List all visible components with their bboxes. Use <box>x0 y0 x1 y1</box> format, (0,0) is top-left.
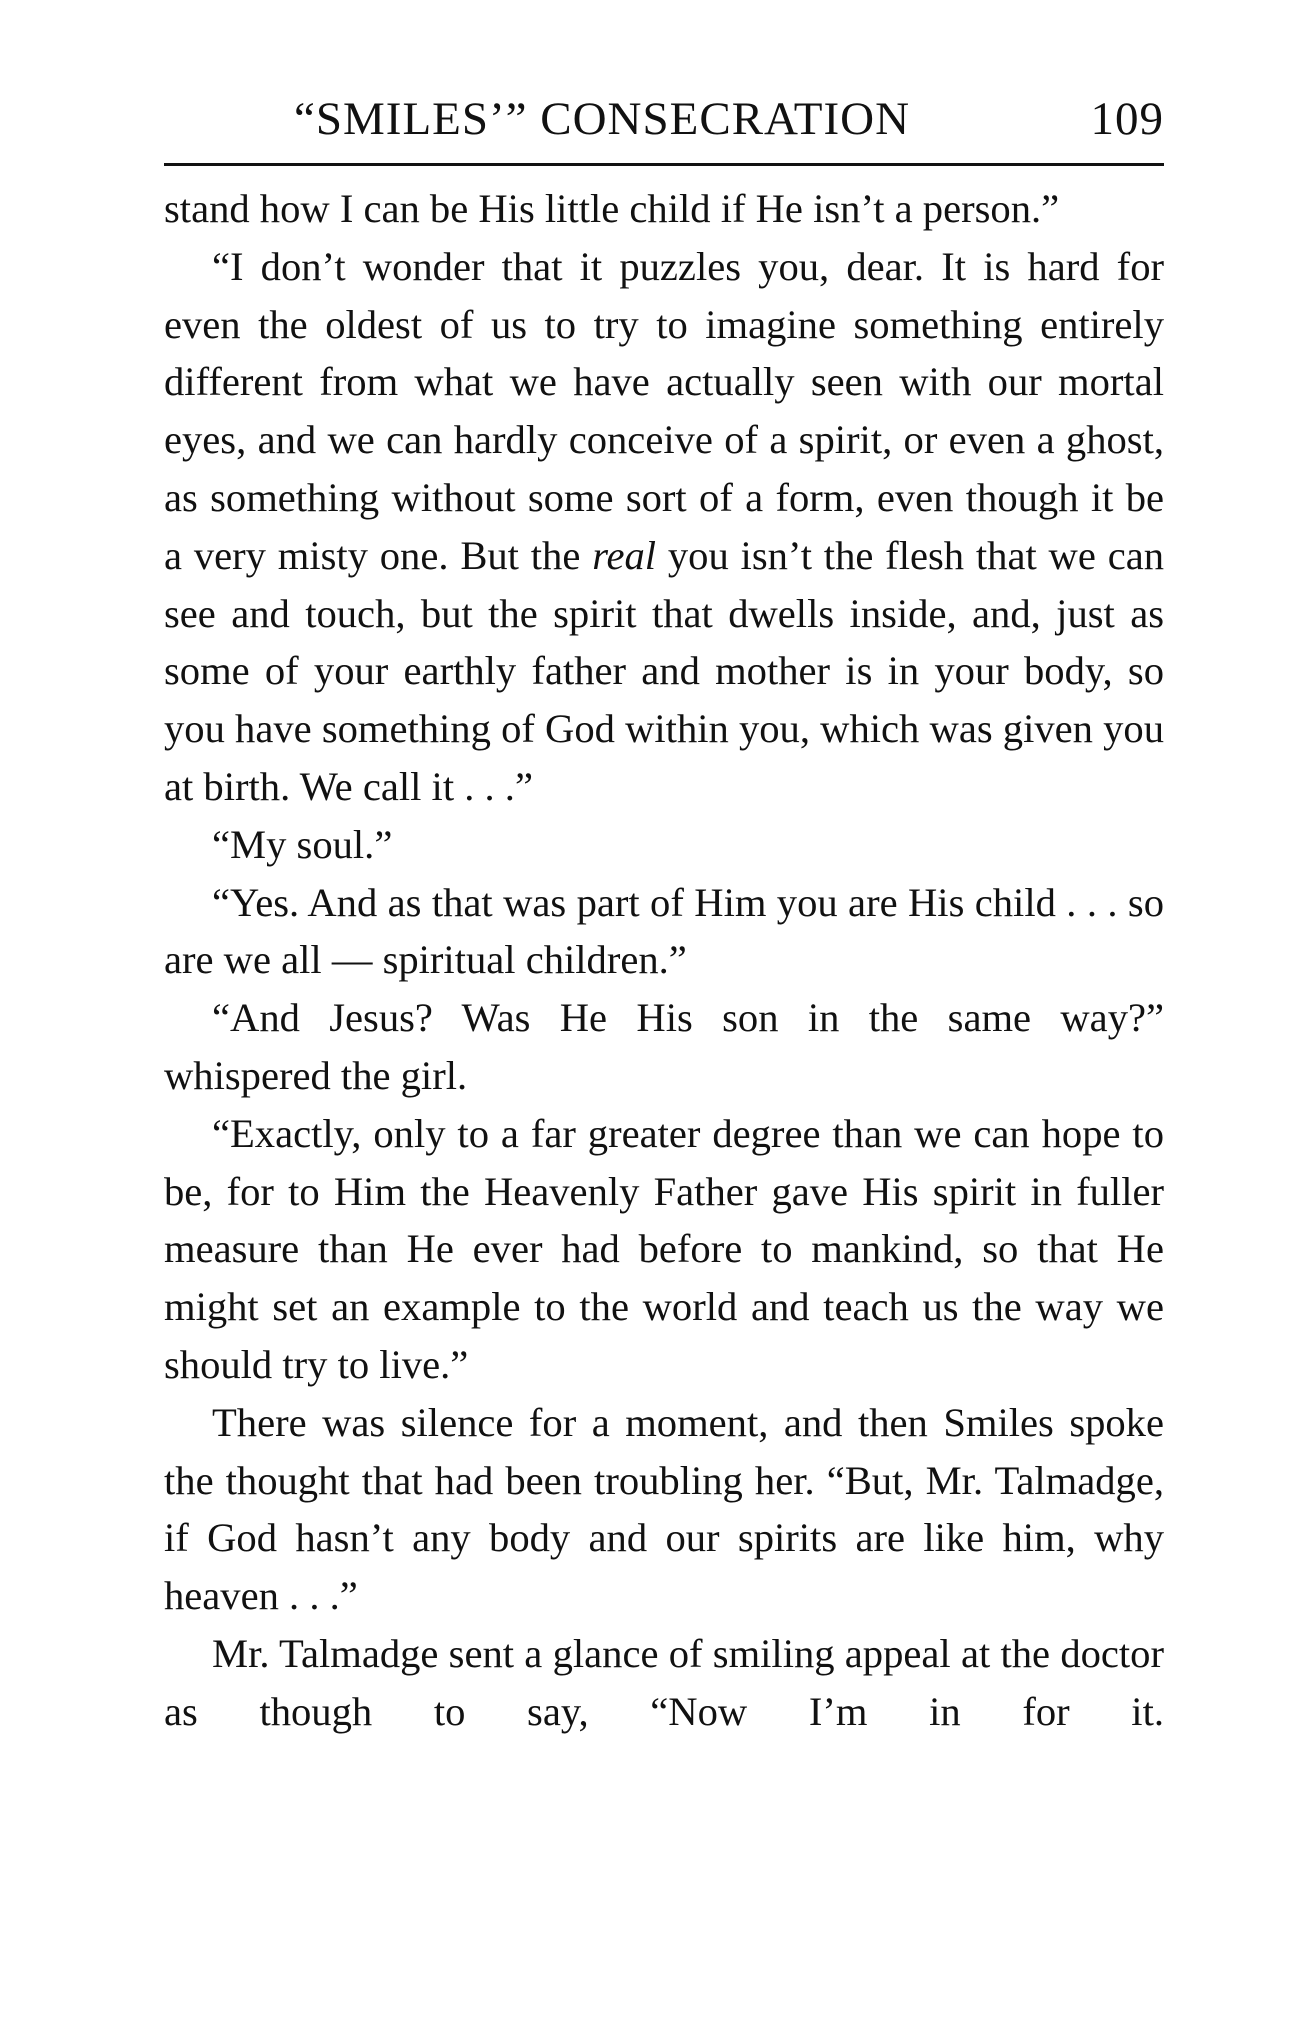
header-rule <box>164 163 1164 166</box>
paragraph-exactly: “Exactly, only to a far greater degree than we can hope to be, for to Him the Heavenly Father gave His spirit in fuller measure than He ever had before to mankind, so that He might set an example to the world and teach us the way we should try to live.” <box>164 1110 1164 1387</box>
chapter-title: “SMILES’” CONSECRATION <box>294 93 911 145</box>
italic-word: real <box>592 532 657 578</box>
paragraph-continuation: stand how I can be His little child if He isn’t a person.” <box>164 186 1060 231</box>
paragraph-explanation-part1: “I don’t wonder that it puzzles you, dear. It is hard for even the oldest of us to try to imagine something entirely different from what we have actually seen with our mortal eyes, and we can hardly conceive of a spirit, or even a ghost, as something without some sort of a form, even though it be a very misty one. But the <box>164 243 1164 578</box>
page-number: 109 <box>1090 93 1164 145</box>
paragraph-yes: “Yes. And as that was part of Him you are His child . . . so are we all — spiritual children.” <box>164 879 1164 983</box>
paragraph-explanation-part2: you isn’t the flesh that we can see and touch, but the spirit that dwells inside, and, just as some of your earthly father and mother is in your body, so you have something of God within you, which was given you at birth. We call it . . .” <box>164 532 1165 809</box>
running-head <box>164 92 1164 152</box>
body-text <box>164 180 1164 1741</box>
paragraph-silence: There was silence for a moment, and then Smiles spoke the thought that had been troubling her. “But, Mr. Talmadge, if God hasn’t any body and our spirits are like him, why heaven . . .” <box>164 1399 1164 1619</box>
paragraph-explanation <box>164 238 1164 816</box>
paragraph-my-soul: “My soul.” <box>212 821 393 867</box>
paragraph-talmadge: Mr. Talmadge sent a glance of smiling appeal at the doctor as though to say, “Now I’m in for it. <box>164 1630 1164 1734</box>
paragraph-and-jesus: “And Jesus? Was He His son in the same way?” whispered the girl. <box>164 995 1164 1098</box>
